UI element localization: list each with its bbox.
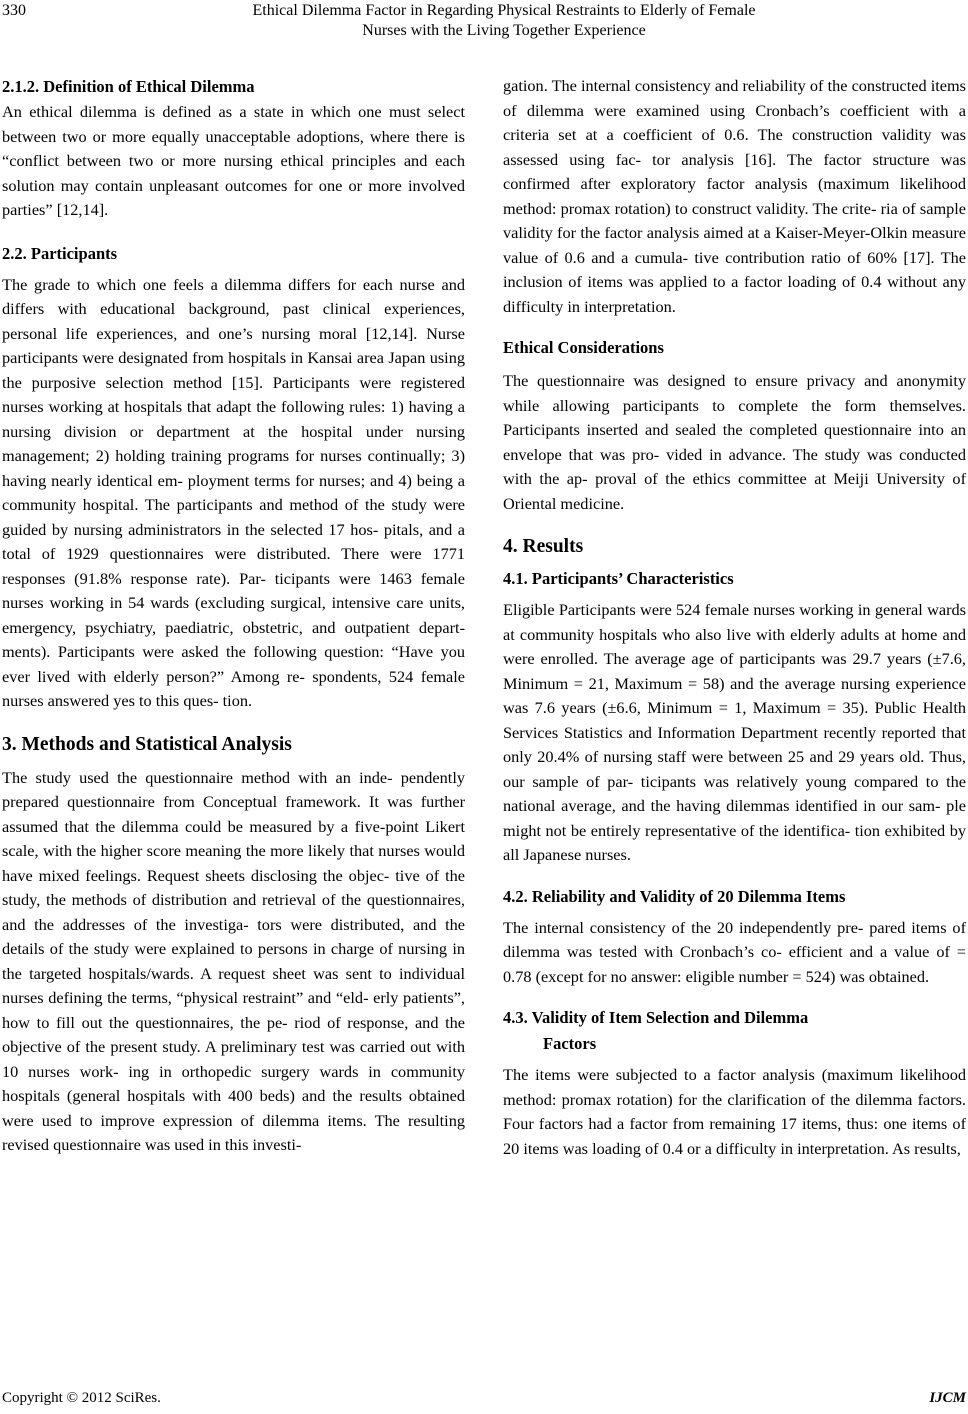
running-title-line2: Nurses with the Living Together Experience <box>362 22 646 39</box>
heading-2-2: 2.2. Participants <box>2 243 118 263</box>
heading-4: 4. Results <box>503 536 584 557</box>
running-title-line1: Ethical Dilemma Factor in Regarding Physical Restraints to Elderly of Female <box>252 2 756 19</box>
heading-4-3-line2: Factors <box>543 1034 597 1053</box>
paragraph-validity: The items were subjected to a factor analysis (maximum likelihood method: promax rotation) for the clarification of the dilemma factors. Four factors had a factor from remaining 17 items, thus: one items of 20 items was loading of 0.4 or a difficulty in interpretation. As results, <box>503 1065 966 1158</box>
paragraph-reliability: The internal consistency of the 20 independently pre- pared items of dilemma was tested with Cronbach’s co- efficient and a value of = 0.78 (except for no answer: eligible number = 524) was obtained. <box>503 917 966 986</box>
right-column <box>503 74 966 1161</box>
heading-ethical-considerations: Ethical Considerations <box>503 338 664 357</box>
paragraph-methods: The study used the questionnaire method with an inde- pendently prepared questionnaire from Conceptual framework. It was further assumed that the dilemma could be measured by a five-point Likert scale, with the higher score meaning the more likely that nurses would have mixed feelings. Request sheets disclosing the objec- tive of the study, the methods of distribution and retrieval of the questionnaires, and the addresses of the investiga- tors were distributed, and the details of the study were explained to persons in charge of nursing in the targeted hospitals/wards. A request sheet was sent to individual nurses defining the terms, “physical restraint” and “eld- erly patients”, how to fill out the questionnaires, the pe- riod of response, and the objective of the present study. A preliminary test was carried out with 10 nurses work- ing in orthopedic surgery wards in community hospitals (general hospitals with 400 beds) and the results obtained were used to improve expression of dilemma items. The resulting revised questionnaire was used in this investi- <box>2 767 465 1154</box>
heading-3: 3. Methods and Statistical Analysis <box>2 733 292 755</box>
page-number: 330 <box>2 2 26 19</box>
left-column <box>2 74 465 1158</box>
heading-4-3 <box>503 1005 966 1057</box>
heading-2-1-2: 2.1.2. Definition of Ethical Dilemma <box>2 77 255 96</box>
heading-4-2: 4.2. Reliability and Validity of 20 Dilemma Items <box>503 886 846 906</box>
paragraph-methods-continued: gation. The internal consistency and reliability of the constructed items of dilemma were examined using Cronbach’s coefficient with a criteria set at a coefficient of 0.6. The construction validity was assessed using fac- tor analysis [16]. The factor structure was confirmed after exploratory factor analysis (maximum likelihood method: promax rotation) to construct validity. The crite- ria of sample validity for the factor analysis aimed at a Kaiser-Meyer-Olkin measure value of 0.6 and a cumula- tive contribution ratio of 60% [17]. The inclusion of items was applied to a factor loading of 0.4 without any difficulty in interpretation. <box>503 76 966 316</box>
paragraph-participants: The grade to which one feels a dilemma differs for each nurse and differs with educational background, past clinical experiences, personal life experiences, and one’s nursing moral [12,14]. Nurse participants were designated from hospitals in Kansai area Japan using the purposive selection method [15]. Participants were registered nurses working at hospitals that adapt the following rules: 1) having a nursing division or department at the hospital under nursing management; 2) holding training programs for nurses continually; 3) having nearly identical em- ployment terms for nurses; and 4) being a community hospital. The participants and method of the study were guided by nursing administrators in the selected 17 hos- pitals, and a total of 1929 questionnaires were distributed. There were 1771 responses (91.8% response rate). Par- ticipants were 1463 female nurses working in 54 wards (excluding surgical, intensive care units, emergency, psychiatry, paediatric, obstetric, and outpatient depart- ments). Participants were asked the following question: “Have you ever lived with elderly person?” Among re- spondents, 524 female nurses answered yes to this ques- tion. <box>2 274 465 710</box>
journal-abbrev: IJCM <box>929 1390 966 1406</box>
running-header <box>0 0 968 50</box>
heading-4-1: 4.1. Participants’ Characteristics <box>503 569 734 588</box>
heading-4-3-line1: 4.3. Validity of Item Selection and Dilemma <box>503 1008 809 1027</box>
paragraph-ethical: The questionnaire was designed to ensure privacy and anonymity while allowing participants to complete the form themselves. Participants inserted and sealed the completed questionnaire into an envelope that was pro- vided in advance. The study was conducted with the ap- proval of the ethics committee at Meiji University of Oriental medicine. <box>503 371 966 513</box>
paragraph-characteristics: Eligible Participants were 524 female nurses working in general wards at community hospitals who also live with elderly adults at home and were enrolled. The average age of participants was 29.7 years (±7.6, Minimum = 21, Maximum = 58) and the average nursing experience was 7.6 years (±6.6, Minimum = 1, Maximum = 35). Public Health Services Statistics and Information Department recently reported that only 20.4% of nursing staff were between 25 and 29 years old. Thus, our sample of par- ticipants was relatively young compared to the national average, and the having dilemmas identified in our sam- ple might not be entirely representative of the identifica- tion exhibited by all Japanese nurses. <box>503 600 966 864</box>
paragraph-definition: An ethical dilemma is defined as a state in which one must select between two or more equally unacceptable adoptions, where there is “conflict between two or more nursing ethical principles and each solution may contain unpleasant outcomes for one or more involved parties” [12,14]. <box>2 102 465 219</box>
copyright-text: Copyright © 2012 SciRes. <box>2 1390 161 1406</box>
